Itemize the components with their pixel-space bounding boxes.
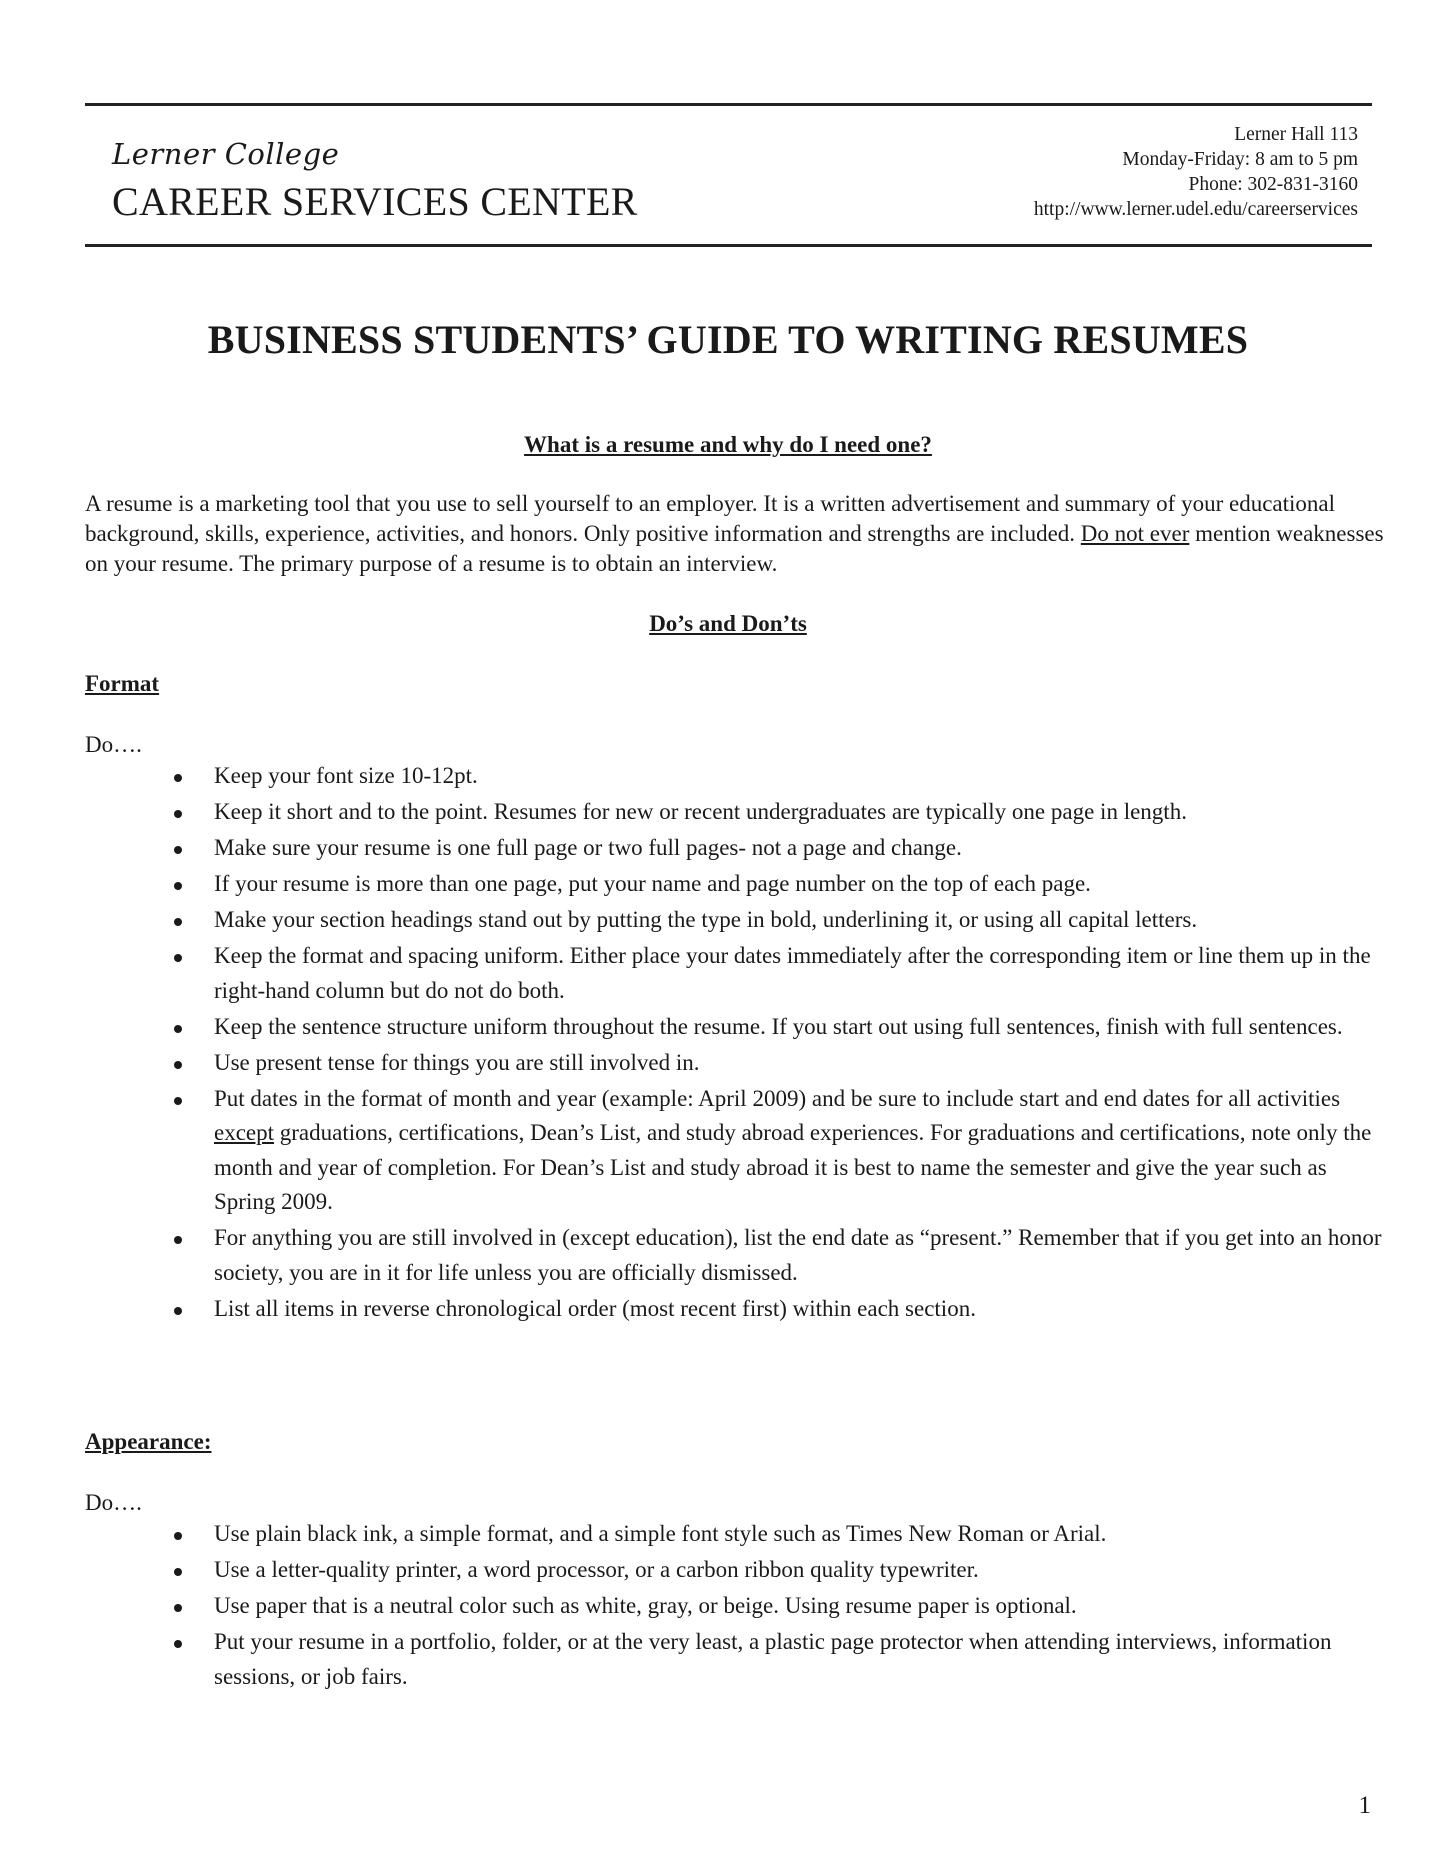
list-item: Keep the format and spacing uniform. Either place your dates immediately after the corresponding item or line them up in the right-hand column but do not do both. [0, 939, 1384, 1008]
contact-block [1034, 122, 1358, 222]
list-item: Make sure your resume is one full page or two full pages- not a page and change. [0, 831, 1384, 866]
college-name: Lerner College [112, 137, 340, 171]
intro-text-before: A resume is a marketing tool that you use to sell yourself to an employer. It is a written advertisement and summary of your educational background, skills, experience, activities, and honors. Only positive information and strengths are included. [85, 491, 1335, 546]
intro-text-underlined: Do not ever [1080, 521, 1190, 546]
letterhead-top-rule [85, 103, 1372, 106]
bullet-icon [174, 882, 182, 890]
bullet-icon [174, 1097, 182, 1105]
intro-heading: What is a resume and why do I need one? [524, 432, 932, 457]
bullet-icon [174, 1307, 182, 1315]
bullet-icon [174, 954, 182, 962]
list-item: For anything you are still involved in (except education), list the end date as “present.” Remember that if you get into an honor society, you are in it for life unless you are officially dismissed. [0, 1221, 1384, 1290]
list-item: Make your section headings stand out by putting the type in bold, underlining it, or using all capital letters. [0, 903, 1384, 938]
document-title: BUSINESS STUDENTS’ GUIDE TO WRITING RESUMES [207, 317, 1249, 362]
bullet-icon [174, 774, 182, 782]
format-do-label: Do…. [85, 732, 142, 757]
bullet-icon [174, 1061, 182, 1069]
contact-hours: Monday-Friday: 8 am to 5 pm [1122, 149, 1358, 170]
format-list [0, 759, 1456, 1328]
format-heading: Format [85, 671, 160, 696]
bullet-icon [174, 1532, 182, 1540]
contact-location: Lerner Hall 113 [1234, 124, 1358, 145]
list-item: Use plain black ink, a simple format, and a simple font style such as Times New Roman or Arial. [0, 1517, 1384, 1552]
bullet-icon [174, 1568, 182, 1576]
list-item: If your resume is more than one page, put your name and page number on the top of each page. [0, 867, 1384, 902]
page-number: 1 [1358, 1792, 1371, 1819]
list-item: Keep your font size 10-12pt. [0, 759, 1384, 794]
list-item: Use paper that is a neutral color such as white, gray, or beige. Using resume paper is optional. [0, 1589, 1384, 1624]
list-item: Use present tense for things you are still involved in. [0, 1046, 1384, 1081]
letterhead-bottom-rule [85, 244, 1372, 247]
contact-url: http://www.lerner.udel.edu/careerservices [1033, 199, 1358, 220]
bullet-icon [174, 1025, 182, 1033]
dos-donts-heading: Do’s and Don’ts [649, 611, 807, 636]
list-item: List all items in reverse chronological order (most recent first) within each section. [0, 1292, 1384, 1327]
bullet-icon [174, 918, 182, 926]
contact-phone: Phone: 302-831-3160 [1188, 174, 1358, 195]
appearance-do-label: Do…. [85, 1490, 142, 1515]
bullet-icon [174, 846, 182, 854]
list-item: Keep it short and to the point. Resumes for new or recent undergraduates are typically one page in length. [0, 795, 1384, 830]
appearance-list [0, 1517, 1456, 1696]
bullet-icon [174, 810, 182, 818]
list-item: Put your resume in a portfolio, folder, or at the very least, a plastic page protector when attending interviews, information sessions, or job fairs. [0, 1625, 1384, 1694]
list-item: Keep the sentence structure uniform throughout the resume. If you start out using full sentences, finish with full sentences. [0, 1010, 1384, 1045]
appearance-heading: Appearance: [85, 1429, 212, 1454]
bullet-icon [174, 1236, 182, 1244]
list-item: Put dates in the format of month and year (example: April 2009) and be sure to include start and end dates for all activities except graduations, certifications, Dean’s List, and study abroad experiences. For graduations and certifications, note only the month and year of completion. For Dean’s List and study abroad it is best to name the semester and give the year such as Spring 2009. [0, 1082, 1384, 1220]
bullet-icon [174, 1604, 182, 1612]
list-item: Use a letter-quality printer, a word processor, or a carbon ribbon quality typewriter. [0, 1553, 1384, 1588]
intro-text-after: mention weaknesses on your resume. The primary purpose of a resume is to obtain an interview. [85, 521, 1384, 576]
intro-paragraph [85, 489, 1385, 579]
bullet-icon [174, 1640, 182, 1648]
center-name: CAREER SERVICES CENTER [112, 179, 638, 224]
